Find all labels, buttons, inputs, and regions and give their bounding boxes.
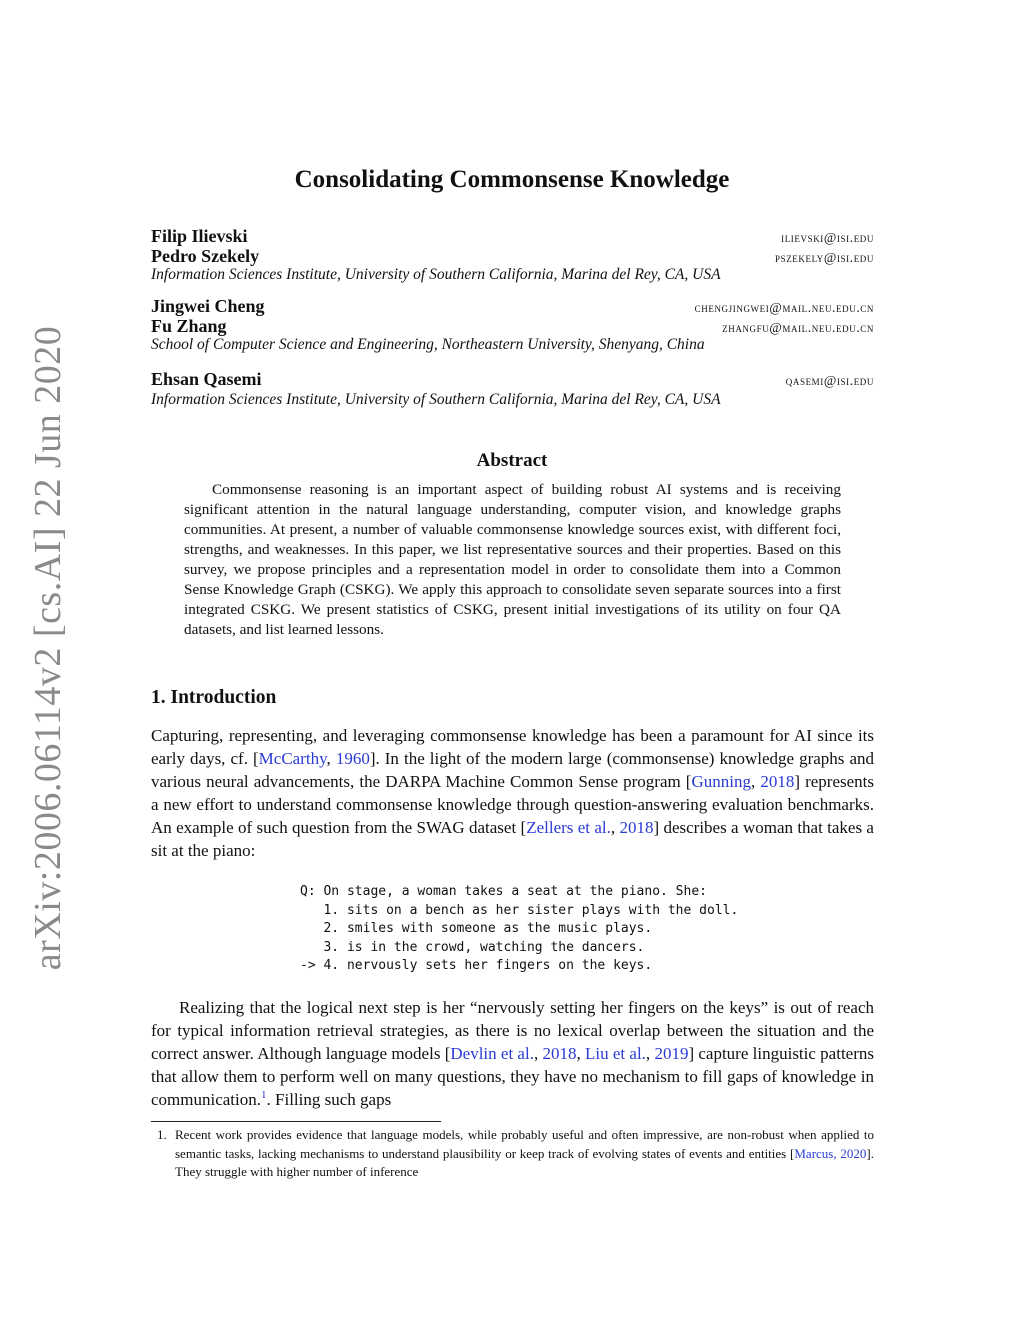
- text-run: ]. In the light of the modern large (commonsense) knowledge graphs and various neural advancements, the DARPA Machine Common Sense program [: [151, 749, 875, 791]
- citation-link[interactable]: 2018: [760, 772, 795, 791]
- swag-example-code: [300, 883, 738, 976]
- author-row: [151, 246, 874, 268]
- code-line: 1. sits on a bench as her sister plays with the doll.: [300, 902, 739, 918]
- text-run: ] capture linguistic patterns that allow them to perform well on many questions, they have no mechanism to fill gaps of knowledge in communication.: [151, 1044, 874, 1109]
- text-run: . Filling such gaps: [266, 1090, 392, 1109]
- text-run: ,: [533, 1044, 543, 1063]
- text-run: ] represents a new effort to understand commonsense knowledge through question-answering evaluation benchmarks. An example of such question from the SWAG dataset [: [151, 772, 874, 837]
- author-email: qasemi@isi.edu: [785, 373, 874, 388]
- text-run: ,: [645, 1044, 655, 1063]
- intro-paragraph: [151, 996, 874, 1114]
- author-email: zhangfu@mail.neu.edu.cn: [722, 320, 874, 335]
- author-email: pszekely@isi.edu: [774, 250, 874, 265]
- text-run: Realizing that the logical next step is her “nervously setting her fingers on the keys” is out of reach for typical information retrieval strategies, as there is no lexical overlap between the situation and the correct answer. Although language models [: [151, 998, 874, 1063]
- code-line: 2. smiles with someone as the music plays.: [300, 921, 653, 936]
- citation-link[interactable]: McCarthy: [258, 749, 327, 768]
- author-name: Pedro Szekely: [151, 246, 260, 266]
- affiliation: Information Sciences Institute, University of Southern California, Marina del Rey, CA, USA: [151, 266, 721, 283]
- citation-link[interactable]: Devlin et al.: [450, 1044, 534, 1063]
- paper-title: Consolidating Commonsense Knowledge: [294, 166, 730, 193]
- citation-link[interactable]: Zellers et al.: [526, 818, 611, 837]
- footnote-link[interactable]: 1: [261, 1089, 267, 1101]
- footnote-mark: 1.: [157, 1127, 167, 1142]
- author-name: Jingwei Cheng: [151, 296, 265, 316]
- citation-link[interactable]: 1960: [335, 749, 370, 768]
- footnote-divider: [151, 1121, 441, 1122]
- author-row: [151, 226, 874, 248]
- citation-link[interactable]: Gunning: [691, 772, 751, 791]
- section-heading: 1. Introduction: [151, 687, 277, 708]
- affiliation: Information Sciences Institute, University of Southern California, Marina del Rey, CA, USA: [151, 391, 721, 408]
- code-line: 3. is in the crowd, watching the dancers.: [300, 939, 645, 955]
- footnote: [151, 1126, 874, 1182]
- code-line: Q: On stage, a woman takes a seat at the piano. She:: [300, 884, 707, 899]
- text-run: ,: [326, 749, 336, 768]
- text-run: ]. They struggle with higher number of inference: [175, 1145, 874, 1179]
- author-row: [151, 316, 874, 338]
- author-name: Filip Ilievski: [151, 226, 248, 246]
- author-name: Ehsan Qasemi: [151, 369, 262, 389]
- abstract-text: Commonsense reasoning is an important aspect of building robust AI systems and is receiving significant attention in the natural language understanding, computer vision, and knowledge graphs communities. At present, a number of valuable commonsense knowledge sources exist, with different foci, strengths, and weaknesses. In this paper, we list representative sources and their properties. Based on this survey, we propose principles and a representation model in order to consolidate them into a Common Sense Knowledge Graph (CSKG). We apply this approach to consolidate seven separate sources into a first integrated CSKG. We present statistics of CSKG, present initial investigations of its utility on four QA datasets, and list learned lessons.: [184, 481, 841, 638]
- text-run: ,: [750, 772, 761, 791]
- text-run: ,: [610, 818, 620, 837]
- text-run: ] describes a woman that takes a sit at the piano:: [151, 818, 874, 860]
- citation-link[interactable]: 2018: [542, 1044, 577, 1063]
- author-email: ilievski@isi.edu: [781, 230, 874, 245]
- code-line: -> 4. nervously sets her fingers on the keys.: [300, 958, 653, 973]
- abstract-heading: Abstract: [476, 450, 548, 471]
- citation-link[interactable]: Liu et al.: [585, 1044, 646, 1063]
- citation-link[interactable]: Marcus, 2020: [794, 1145, 867, 1161]
- text-run: Recent work provides evidence that language models, while probably useful and often impressive, are non-robust when applied to semantic tasks, lacking mechanisms to understand plausibility or keep track of evolving states of events and entities [: [175, 1127, 874, 1161]
- affiliation: School of Computer Science and Engineering, Northeastern University, Shenyang, China: [151, 336, 705, 353]
- citation-link[interactable]: 2018: [619, 818, 654, 837]
- text-run: Capturing, representing, and leveraging commonsense knowledge has been a paramount for AI since its early days, cf. [: [151, 726, 874, 768]
- arxiv-sidebar-stamp: arXiv:2006.06114v2 [cs.AI] 22 Jun 2020: [27, 325, 69, 971]
- citation-link[interactable]: 2019: [654, 1044, 689, 1063]
- intro-paragraph: [151, 724, 874, 862]
- author-row: [151, 369, 874, 391]
- text-run: ,: [576, 1044, 585, 1063]
- author-row: [151, 296, 874, 318]
- author-name: Fu Zhang: [151, 316, 227, 336]
- author-email: chengjingwei@mail.neu.edu.cn: [694, 300, 874, 315]
